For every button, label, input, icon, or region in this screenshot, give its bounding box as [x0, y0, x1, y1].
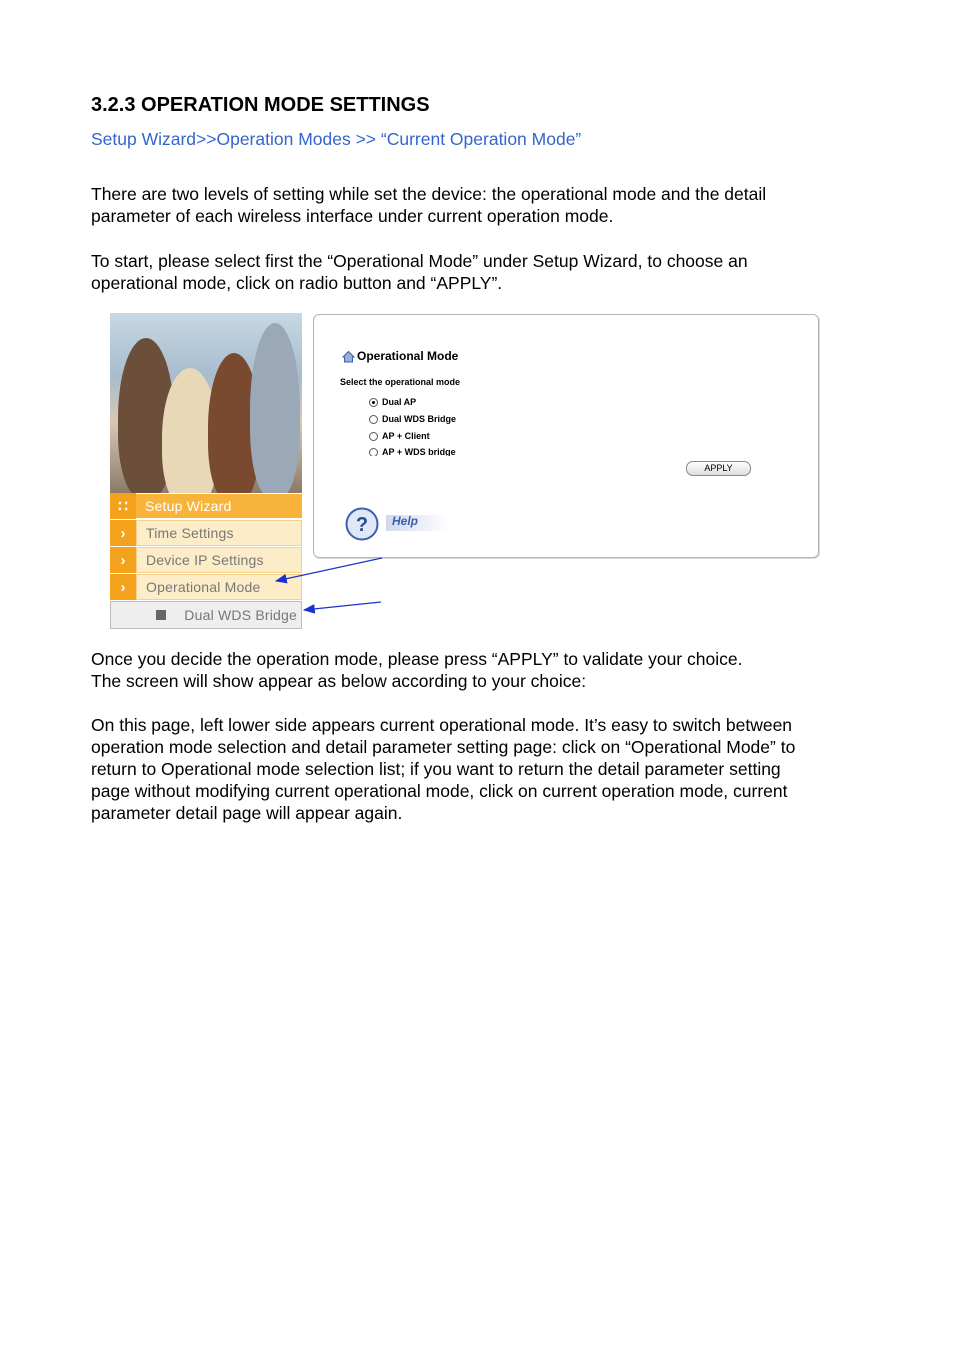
- chevron-right-icon: ›: [110, 547, 136, 573]
- chevron-right-icon: ›: [110, 574, 136, 600]
- radio-label: Dual WDS Bridge: [382, 414, 457, 424]
- text-line: On this page, left lower side appears current operational mode. It’s easy to switch between: [91, 715, 793, 735]
- text-line: operation mode selection and detail parameter setting page: click on “Operational Mode” to: [91, 737, 796, 757]
- apply-button[interactable]: APPLY: [686, 461, 751, 476]
- text-line: return to Operational mode selection list; if you want to return the detail parameter setting: [91, 759, 781, 779]
- radio-label: AP + WDS bridge: [382, 448, 456, 456]
- radio-label: Dual AP: [382, 397, 417, 407]
- text-line: parameter of each wireless interface under current operation mode.: [91, 206, 614, 226]
- radio-label: AP + Client: [382, 431, 430, 441]
- panel-subtitle: Select the operational mode: [340, 377, 461, 387]
- svg-text:?: ?: [355, 514, 369, 536]
- menu-label: Time Settings: [136, 520, 302, 546]
- breadcrumb: Setup Wizard>>Operation Modes >> “Current Operation Mode”: [91, 129, 582, 149]
- help-link[interactable]: Help: [392, 514, 419, 528]
- text-line: The screen will show appear as below according to your choice:: [91, 671, 587, 691]
- text-line: operational mode, click on radio button and “APPLY”.: [91, 273, 503, 293]
- text-line: page without modifying current operational mode, click on current operation mode, current: [91, 781, 788, 801]
- text-line: Once you decide the operation mode, please press “APPLY” to validate your choice.: [91, 649, 743, 669]
- menu-label: Dual WDS Bridge: [184, 607, 297, 623]
- menu-label: Setup Wizard: [136, 494, 302, 518]
- grid-icon: ∷: [110, 493, 136, 519]
- text-line: parameter detail page will appear again.: [91, 803, 403, 823]
- chevron-right-icon: ›: [110, 520, 136, 546]
- apply-paragraph: [91, 648, 881, 692]
- text-line: There are two levels of setting while set the device: the operational mode and the detail: [91, 184, 767, 204]
- arrow-to-operational-mode: [276, 558, 382, 581]
- switch-paragraph: [91, 714, 881, 824]
- panel-title-text: Operational Mode: [357, 349, 459, 363]
- menu-label: Device IP Settings: [136, 547, 302, 573]
- section-heading: 3.2.3 OPERATION MODE SETTINGS: [91, 94, 430, 116]
- text-line: To start, please select first the “Operational Mode” under Setup Wizard, to choose an: [91, 251, 748, 271]
- menu-label: Operational Mode: [136, 574, 302, 600]
- arrow-to-current-mode: [304, 602, 381, 610]
